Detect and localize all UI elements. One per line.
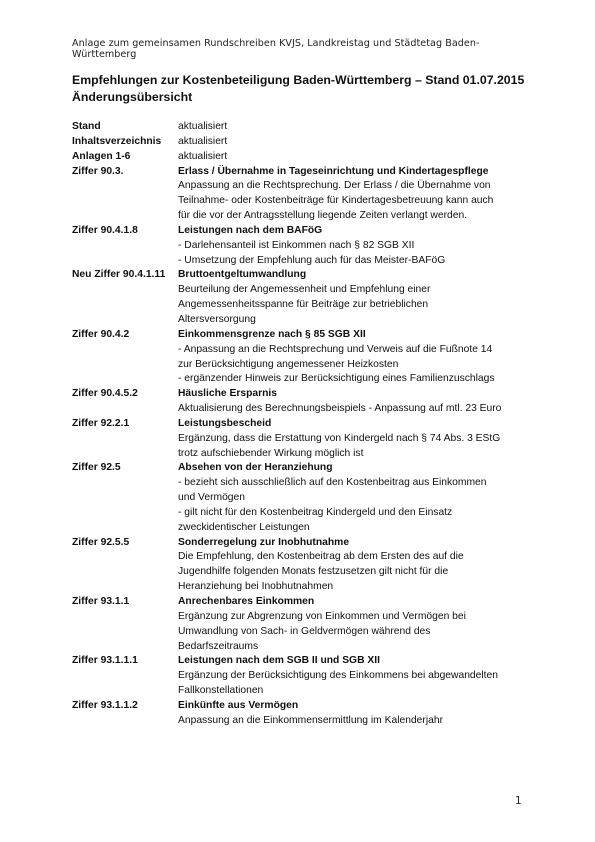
change-entry <box>72 165 532 224</box>
entry-body <box>178 135 532 150</box>
entry-body <box>178 461 532 535</box>
entry-reference: Ziffer 90.4.2 <box>72 328 130 340</box>
entry-status: aktualisiert <box>178 121 228 132</box>
entry-heading: Leistungen nach dem BAFöG <box>178 224 323 236</box>
entry-reference: Ziffer 93.1.1 <box>72 596 130 607</box>
entry-reference: Anlagen 1-6 <box>72 150 131 162</box>
entry-body <box>178 699 532 729</box>
title-line: Empfehlungen zur Kostenbeteiligung Baden-Württemberg – Stand 01.07.2015 <box>72 73 525 87</box>
entry-body <box>178 165 532 224</box>
entry-description-line: - Darlehensanteil ist Einkommen nach § 82 SGB XII <box>178 239 415 251</box>
entry-description-line: - bezieht sich ausschließlich auf den Kostenbeitrag aus Einkommen <box>178 477 487 489</box>
entry-description-line: Die Empfehlung, den Kostenbeitrag ab dem Ersten des auf die <box>178 551 464 563</box>
change-entry <box>72 135 532 150</box>
entry-body <box>178 417 532 462</box>
entry-description-line: Umwandlung von Sach- in Geldvermögen während des <box>178 625 431 637</box>
entry-description-line: Bedarfszeitraums <box>178 640 259 652</box>
entry-reference: Stand <box>72 121 101 132</box>
entry-description-line: - Anpassung an die Rechtsprechung und Verweis auf die Fußnote 14 <box>178 343 493 355</box>
change-list <box>72 120 532 729</box>
entry-description-line: Teilnahme- oder Kostenbeiträge für Kindertagesbetreuung kann auch <box>178 195 494 207</box>
change-entry <box>72 461 532 535</box>
change-entry <box>72 699 532 729</box>
entry-reference: Ziffer 90.4.5.2 <box>72 388 138 400</box>
entry-reference: Ziffer 93.1.1.2 <box>72 699 138 711</box>
document-title <box>72 72 542 106</box>
subtitle-line: Änderungsübersicht <box>72 90 193 104</box>
entry-description-line: - gilt nicht für den Kostenbeitrag Kindergeld und den Einsatz <box>178 506 453 518</box>
entry-status: aktualisiert <box>178 150 228 162</box>
page-header: Anlage zum gemeinsamen Rundschreiben KVJS, Landkreistag und Städtetag Baden-Württemberg <box>72 38 480 60</box>
entry-heading: Bruttoentgeltumwandlung <box>178 269 307 281</box>
page-number: 1 <box>515 795 522 807</box>
entry-body <box>178 224 532 269</box>
entry-heading: Häusliche Ersparnis <box>178 388 278 400</box>
entry-description-line: Altersversorgung <box>178 313 256 325</box>
entry-description-line: Heranziehung bei Inobhutnahmen <box>178 581 334 593</box>
entry-description-line: Angemessenheitsspanne für Beiträge zur betrieblichen <box>178 299 429 311</box>
entry-description-line: Aktualisierung des Berechnungsbeispiels - Anpassung auf mtl. 23 Euro <box>178 403 502 415</box>
entry-description-line: Anpassung an die Rechtsprechung. Der Erlass / die Übernahme von <box>178 180 491 192</box>
change-entry <box>72 595 532 654</box>
change-entry <box>72 417 532 462</box>
entry-body <box>178 387 532 417</box>
entry-description-line: Ergänzung, dass die Erstattung von Kindergeld nach § 74 Abs. 3 EStG <box>178 432 501 444</box>
entry-heading: Einkünfte aus Vermögen <box>178 699 299 711</box>
entry-reference: Ziffer 90.3. <box>72 165 124 177</box>
change-entry <box>72 387 532 417</box>
entry-description-line: Beurteilung der Angemessenheit und Empfehlung einer <box>178 284 431 296</box>
entry-body <box>178 654 532 699</box>
change-entry <box>72 120 532 135</box>
entry-heading: Anrechenbares Einkommen <box>178 596 315 607</box>
entry-reference: Ziffer 92.5.5 <box>72 536 130 548</box>
entry-description-line: Jugendhilfe folgenden Monats festzusetzen gilt nicht für die <box>178 566 449 578</box>
entry-reference: Ziffer 93.1.1.1 <box>72 655 138 667</box>
entry-description-line: zweckidentischer Leistungen <box>178 521 310 533</box>
entry-heading: Erlass / Übernahme in Tageseinrichtung und Kindertagespflege <box>178 165 489 177</box>
entry-reference: Neu Ziffer 90.4.1.11 <box>72 269 166 281</box>
entry-heading: Leistungen nach dem SGB II und SGB XII <box>178 655 380 667</box>
entry-description-line: für die vor der Antragsstellung liegende Zeiten verlangt werden. <box>178 210 468 222</box>
entry-reference: Ziffer 92.5 <box>72 462 121 474</box>
entry-body <box>178 268 532 327</box>
entry-heading: Absehen von der Heranziehung <box>178 462 333 474</box>
entry-description-line: Ergänzung zur Abgrenzung von Einkommen und Vermögen bei <box>178 610 466 622</box>
change-entry <box>72 268 532 327</box>
entry-heading: Einkommensgrenze nach § 85 SGB XII <box>178 328 366 340</box>
entry-description-line: Ergänzung der Berücksichtigung des Einkommens bei abgewandelten <box>178 670 498 682</box>
entry-description-line: Anpassung an die Einkommensermittlung im Kalenderjahr <box>178 714 443 726</box>
entry-description-line: Fallkonstellationen <box>178 685 264 697</box>
change-entry <box>72 150 532 165</box>
entry-reference: Ziffer 92.2.1 <box>72 417 130 429</box>
entry-heading: Leistungsbescheid <box>178 417 272 429</box>
entry-reference: Inhaltsverzeichnis <box>72 135 162 147</box>
entry-description-line: - Umsetzung der Empfehlung auch für das Meister-BAFöG <box>178 254 446 266</box>
entry-reference: Ziffer 90.4.1.8 <box>72 224 138 236</box>
entry-body <box>178 595 532 654</box>
entry-description-line: trotz aufschiebender Wirkung möglich ist <box>178 447 364 459</box>
entry-status: aktualisiert <box>178 135 228 147</box>
change-entry <box>72 224 532 269</box>
entry-body <box>178 120 532 135</box>
entry-body <box>178 536 532 595</box>
change-entry <box>72 654 532 699</box>
change-entry <box>72 328 532 387</box>
entry-body <box>178 150 532 165</box>
entry-description-line: zur Berücksichtigung angemessener Heizkosten <box>178 358 399 370</box>
entry-description-line: - ergänzender Hinweis zur Berücksichtigung eines Familienzuschlags <box>178 373 495 385</box>
entry-body <box>178 328 532 387</box>
change-entry <box>72 536 532 595</box>
entry-description-line: und Vermögen <box>178 492 245 504</box>
entry-heading: Sonderregelung zur Inobhutnahme <box>178 536 350 548</box>
